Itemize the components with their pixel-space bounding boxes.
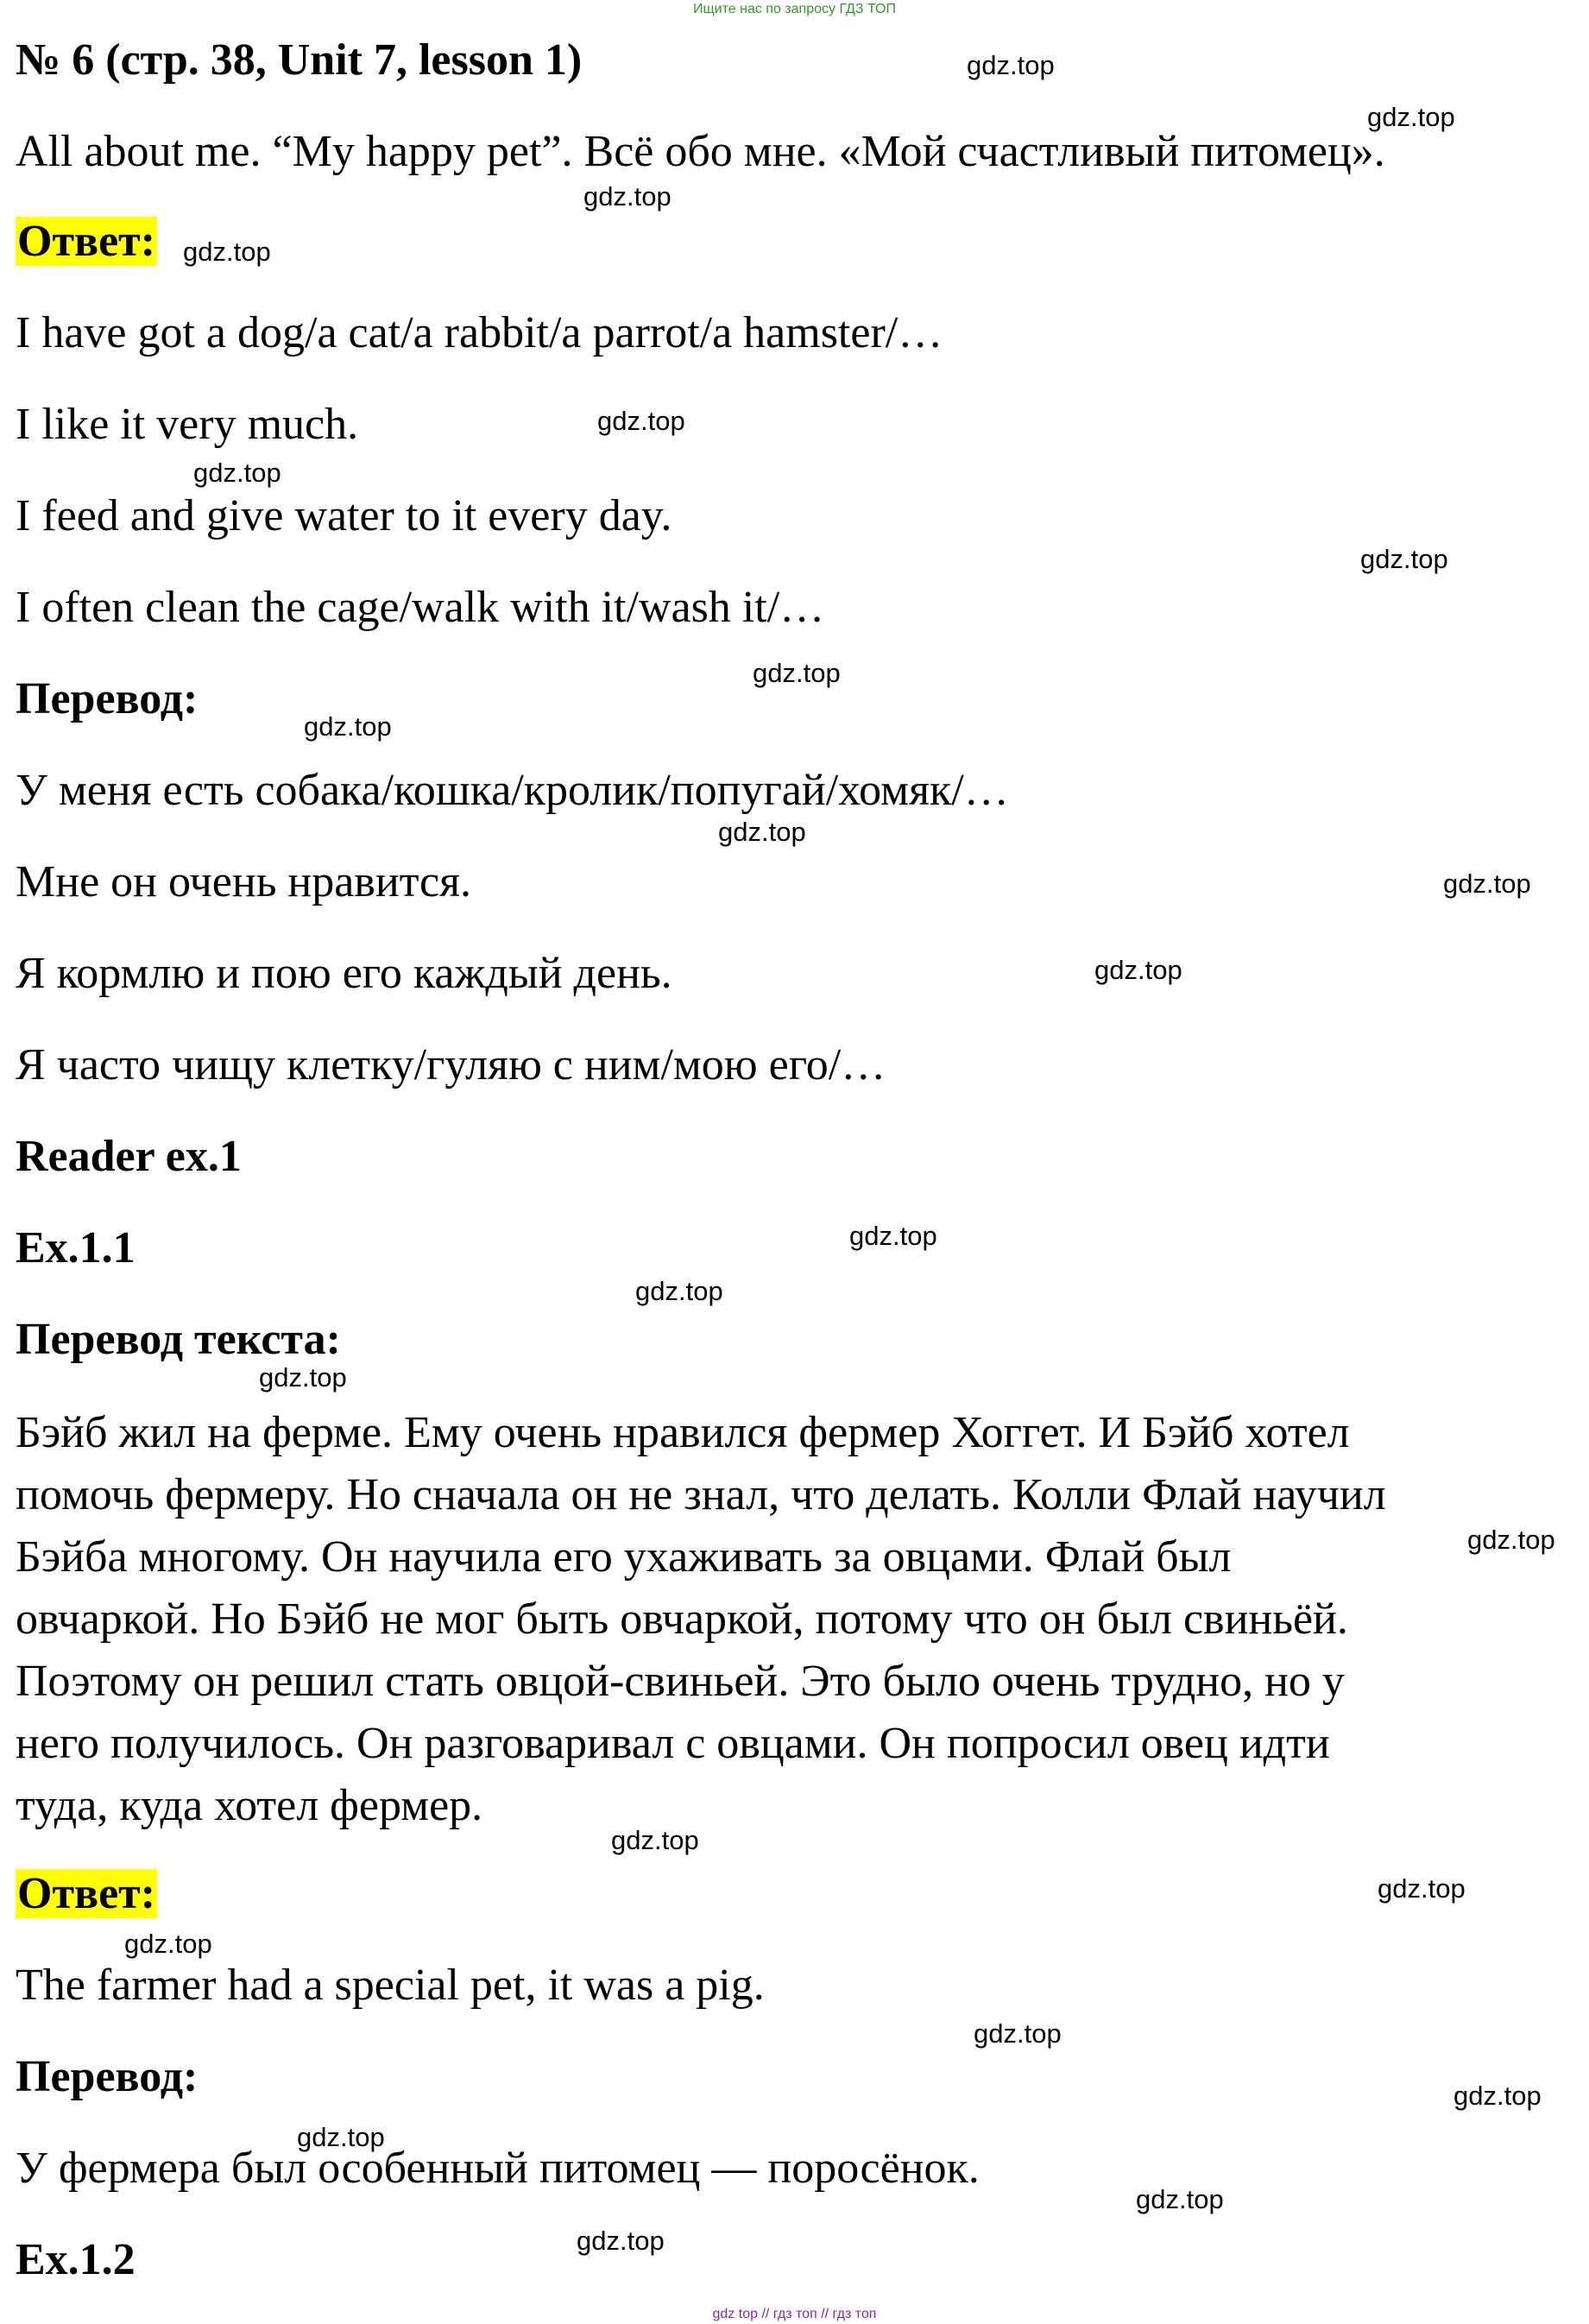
paragraph-line-3: Бэйба многому. Он научила его ухаживать за овцами. Флай был (16, 1532, 1232, 1582)
watermark: gdz.top (1094, 955, 1182, 985)
watermark: gdz.top (304, 711, 392, 742)
watermark: gdz.top (611, 1825, 699, 1855)
translation2-label: Перевод: (16, 2052, 199, 2101)
watermark: gdz.top (1453, 2081, 1542, 2111)
watermark: gdz.top (1360, 544, 1448, 574)
watermark: gdz.top (718, 817, 806, 847)
watermark: gdz.top (1443, 868, 1531, 899)
watermark: gdz.top (967, 50, 1055, 80)
watermark: gdz.top (577, 2226, 665, 2256)
answer2-label (16, 1869, 157, 1918)
paragraph-line-4: овчаркой. Но Бэйб не мог быть овчаркой, потому что он был свиньёй. (16, 1595, 1348, 1644)
watermark: gdz.top (1378, 1873, 1466, 1904)
answer2-line: The farmer had a special pet, it was a pig. (16, 1961, 765, 2010)
translation-label: Перевод: (16, 674, 199, 723)
answer-line-2: I like it very much. (16, 400, 359, 449)
top-note: Ищите нас по запросу ГДЗ ТОП (693, 2, 896, 16)
watermark: gdz.top (297, 2122, 385, 2152)
text-translation-label: Перевод текста: (16, 1315, 341, 1364)
task-text: All about me. “My happy pet”. Всё обо мне. «Мой счастливый питомец». (16, 127, 1385, 176)
translation-line-2: Мне он очень нравится. (16, 857, 472, 906)
watermark: gdz.top (597, 406, 685, 436)
watermark: gdz.top (259, 1362, 347, 1393)
watermark: gdz.top (849, 1221, 937, 1251)
translation-line-1: У меня есть собака/кошка/кролик/попугай/хомяк/… (16, 766, 1009, 815)
answer-label-highlight: Ответ: (17, 217, 156, 266)
reader-heading: Reader ex.1 (16, 1132, 242, 1181)
watermark: gdz.top (1367, 102, 1455, 132)
answer-label (16, 219, 157, 264)
answer-line-1: I have got a dog/a cat/a rabbit/a parrot/a hamster/… (16, 308, 943, 357)
translation2-line: У фермера был особенный питомец — поросёнок. (16, 2144, 980, 2193)
ex-1-1-heading: Ex.1.1 (16, 1223, 136, 1273)
paragraph-line-7: туда, куда хотел фермер. (16, 1781, 483, 1830)
watermark: gdz.top (1136, 2184, 1224, 2214)
bottom-note: gdz top // гдз топ // гдз топ (712, 2307, 877, 2321)
watermark: gdz.top (753, 658, 841, 688)
paragraph-line-1: Бэйб жил на ферме. Ему очень нравился фермер Хоггет. И Бэйб хотел (16, 1408, 1350, 1457)
translation-line-4: Я часто чищу клетку/гуляю с ним/мою его/… (16, 1040, 886, 1089)
translation-line-3: Я кормлю и пою его каждый день. (16, 949, 672, 998)
watermark: gdz.top (193, 458, 281, 488)
watermark: gdz.top (974, 2018, 1062, 2049)
ex-1-2-heading: Ex.1.2 (16, 2235, 136, 2284)
watermark: gdz.top (583, 181, 672, 212)
watermark: gdz.top (183, 237, 271, 267)
watermark: gdz.top (635, 1276, 723, 1306)
paragraph-line-2: помочь фермеру. Но сначала он не знал, что делать. Колли Флай научил (16, 1470, 1386, 1519)
paragraph-line-5: Поэтому он решил стать овцой-свиньей. Это было очень трудно, но у (16, 1657, 1345, 1706)
watermark: gdz.top (124, 1929, 212, 1959)
exercise-heading: № 6 (стр. 38, Unit 7, lesson 1) (16, 35, 583, 85)
paragraph-line-6: него получилось. Он разговаривал с овцами. Он попросил овец идти (16, 1719, 1330, 1768)
watermark: gdz.top (1467, 1525, 1555, 1555)
answer2-label-highlight: Ответ: (17, 1869, 156, 1918)
answer-line-4: I often clean the cage/walk with it/wash it/… (16, 583, 825, 632)
answer-line-3: I feed and give water to it every day. (16, 491, 672, 540)
